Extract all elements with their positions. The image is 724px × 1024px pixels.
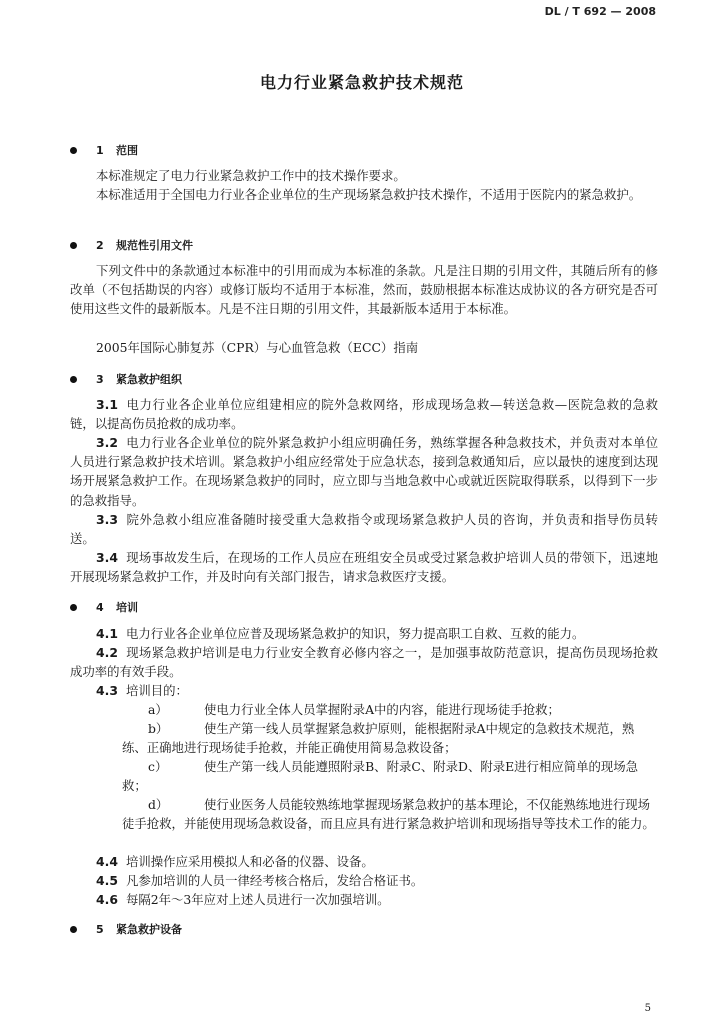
section-heading-2: 2 规范性引用文件 <box>70 237 193 253</box>
bullet-icon <box>70 376 77 383</box>
standard-code: DL / T 692 — 2008 <box>544 5 656 18</box>
list-item: a） 使电力行业全体人员掌握附录A中的内容，能进行现场徒手抢救； <box>148 702 560 717</box>
list-item: c） 使生产第一线人员能遵照附录B、附录C、附录D、附录E进行相应简单的现场急救； <box>122 759 639 794</box>
clause-4-4: 4.4 培训操作应采用模拟人和必备的仪器、设备。 <box>96 854 374 869</box>
section-heading-1: 1 范围 <box>70 142 138 158</box>
clause-3-1: 3.1 电力行业各企业单位应组建相应的院外急救网络，形成现场急救—转送急救—医院急救的急救链，以提高伤员抢救的成功率。 <box>70 397 658 432</box>
section-heading-4: 4 培训 <box>70 599 138 615</box>
section-heading-3: 3 紧急救护组织 <box>70 371 182 387</box>
page-title: 电力行业紧急救护技术规范 <box>259 73 464 92</box>
clause-4-1: 4.1 电力行业各企业单位应普及现场紧急救护的知识，努力提高职工自救、互救的能力。 <box>96 626 585 641</box>
bullet-icon <box>70 147 77 154</box>
list-item: b） 使生产第一线人员掌握紧急救护原则，能根据附录A中规定的急救技术规范，熟练、正确地进行现场徒手抢救，并能正确使用简易急救设备； <box>122 721 635 756</box>
page-number: 5 <box>644 1003 651 1014</box>
bullet-icon <box>70 604 77 611</box>
clause-4-5: 4.5 凡参加培训的人员一律经考核合格后，发给合格证书。 <box>96 873 424 888</box>
clause-4-6: 4.6 每隔2年～3年应对上述人员进行一次加强培训。 <box>96 892 390 907</box>
paragraph: 2005年国际心肺复苏（CPR）与心血管急救（ECC）指南 <box>96 340 419 355</box>
list-item: d） 使行业医务人员能较熟练地掌握现场紧急救护的基本理论，不仅能熟练地进行现场徒手抢救，并能使用现场急救设备，而且应具有进行紧急救护培训和现场指导等技术工作的能力。 <box>122 797 655 832</box>
clause-3-4: 3.4 现场事故发生后，在现场的工作人员应在班组安全员或受过紧急救护培训人员的带领下，迅速地开展现场紧急救护工作，并及时向有关部门报告，请求急救医疗支援。 <box>70 550 658 585</box>
section-heading-5: 5 紧急救护设备 <box>70 921 182 937</box>
clause-3-3: 3.3 院外急救小组应准备随时接受重大急救指令或现场紧急救护人员的咨询，并负责和指导伤员转送。 <box>70 512 658 547</box>
bullet-icon <box>70 242 77 249</box>
paragraph: 下列文件中的条款通过本标准中的引用而成为本标准的条款。凡是注日期的引用文件，其随后所有的修改单（不包括勘误的内容）或修订版均不适用于本标准，然而，鼓励根据本标准达成协议的各方研究是否可使用这些文件的最新版本。凡是不注日期的引用文件，其最新版本适用于本标准。 <box>70 263 658 317</box>
clause-3-2: 3.2 电力行业各企业单位的院外紧急救护小组应明确任务，熟练掌握各种急救技术，并负责对本单位人员进行紧急救护技术培训。紧急救护小组应经常处于应急状态，接到急救通知后，应以最快的速度到达现场开展紧急救护工作。在现场紧急救护的同时，应立即与当地急救中心或就近医院取得联系，以得到下一步的急救指导。 <box>70 435 658 508</box>
clause-4-2: 4.2 现场紧急救护培训是电力行业安全教育必修内容之一，是加强事故防范意识，提高伤员现场抢救成功率的有效手段。 <box>70 645 658 680</box>
bullet-icon <box>70 926 77 933</box>
paragraph: 本标准适用于全国电力行业各企业单位的生产现场紧急救护技术操作，不适用于医院内的紧急救护。 <box>96 187 642 202</box>
paragraph: 本标准规定了电力行业紧急救护工作中的技术操作要求。 <box>96 168 406 183</box>
clause-4-3: 4.3 培训目的： <box>96 683 188 698</box>
